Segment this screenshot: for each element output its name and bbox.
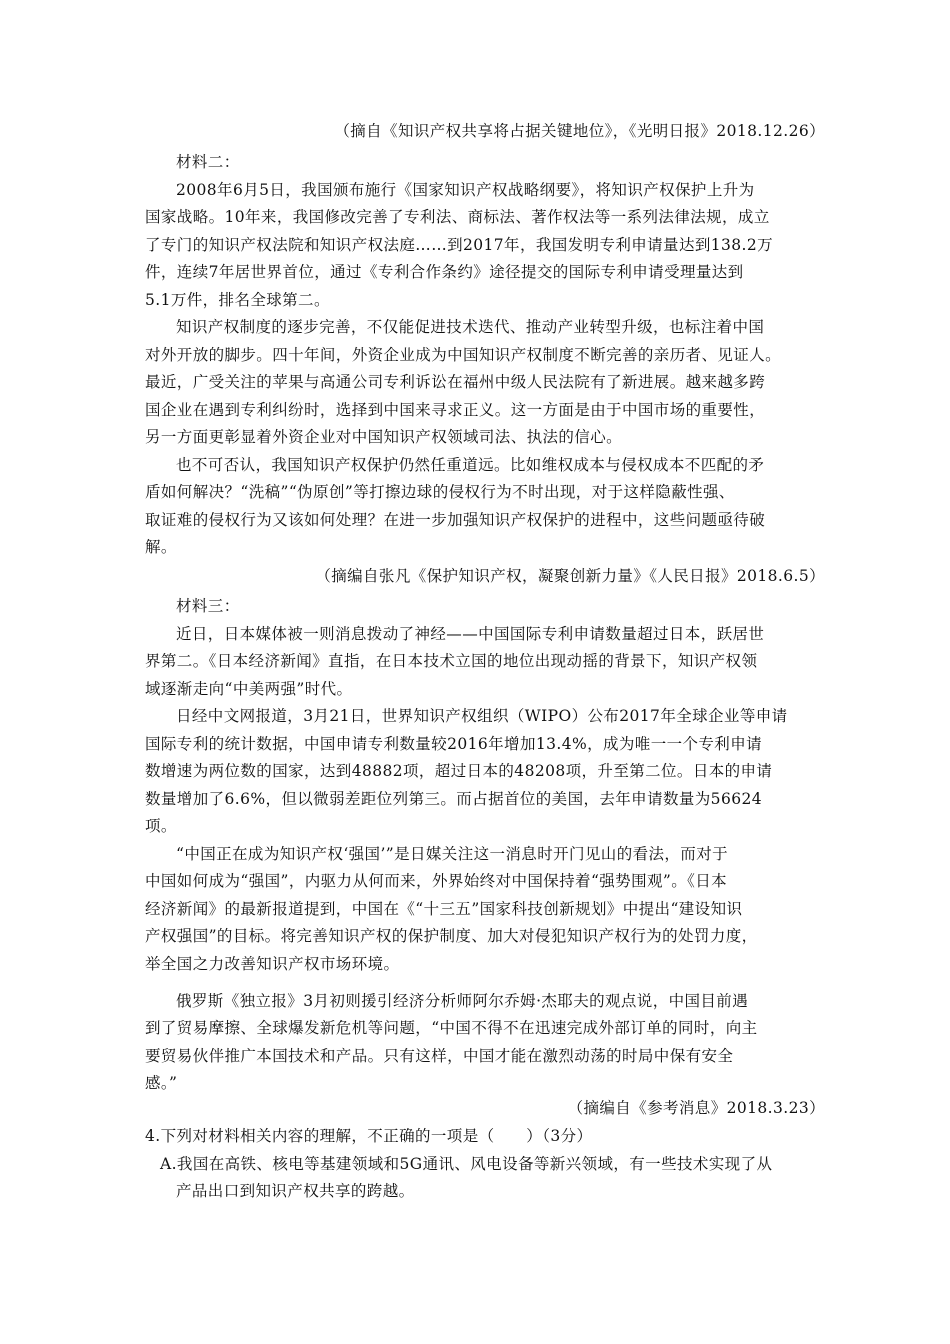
m3-p2-line-1: 日经中文网报道，3月21日，世界知识产权组织（WIPO）公布2017年全球企业等申请 bbox=[176, 707, 788, 725]
m2-p1-line-3: 了专门的知识产权法院和知识产权法庭……到2017年，我国发明专利申请量达到138.2万 bbox=[145, 236, 774, 254]
question-4-stem: 4.下列对材料相关内容的理解，不正确的一项是（ ）（3分） bbox=[145, 1127, 593, 1145]
m3-p1-line-2: 界第二。《日本经济新闻》直指，在日本技术立国的地位出现动摇的背景下，知识产权领 bbox=[145, 652, 758, 670]
m3-p1-line-3: 域逐渐走向“中美两强”时代。 bbox=[145, 680, 353, 698]
m2-p2-line-5: 另一方面更彰显着外资企业对中国知识产权领域司法、执法的信心。 bbox=[145, 428, 623, 446]
m2-p1-line-2: 国家战略。10年来，我国修改完善了专利法、商标法、著作权法等一系列法律法规，成立 bbox=[145, 208, 770, 226]
m3-p2-line-2: 国际专利的统计数据，中国申请专利数量较2016年增加13.4%，成为唯一一个专利申请 bbox=[145, 735, 762, 753]
question-4-option-a-line-1: A.我国在高铁、核电等基建领域和5G通讯、风电设备等新兴领域，有一些技术实现了从 bbox=[160, 1155, 773, 1173]
m2-p2-line-4: 国企业在遇到专利纠纷时，选择到中国来寻求正义。这一方面是由于中国市场的重要性， bbox=[145, 401, 766, 419]
m3-p4-line-3: 要贸易伙伴推广本国技术和产品。只有这样，中国才能在激烈动荡的时局中保有安全 bbox=[145, 1047, 734, 1065]
source-citation-3: （摘编自《参考消息》2018.3.23） bbox=[567, 1099, 825, 1117]
m3-p3-line-4: 产权强国”的目标。将完善知识产权的保护制度、加大对侵犯知识产权行为的处罚力度， bbox=[145, 927, 758, 945]
m2-p3-line-2: 盾如何解决？“洗稿”“伪原创”等打擦边球的侵权行为不时出现，对于这样隐蔽性强、 bbox=[145, 483, 735, 501]
m2-p3-line-4: 解。 bbox=[145, 538, 177, 556]
m2-p2-line-3: 最近，广受关注的苹果与高通公司专利诉讼在福州中级人民法院有了新进展。越来越多跨 bbox=[145, 373, 766, 391]
m3-p3-line-1: “中国正在成为知识产权‘强国’”是日媒关注这一消息时开门见山的看法，而对于 bbox=[176, 845, 729, 863]
m3-p2-line-3: 数增速为两位数的国家，达到48882项，超过日本的48208项，升至第二位。日本的申请 bbox=[145, 762, 773, 780]
m3-p3-line-2: 中国如何成为“强国”，内驱力从何而来，外界始终对中国保持着“强势围观”。《日本 bbox=[145, 872, 728, 890]
material-2-heading: 材料二： bbox=[176, 153, 240, 171]
m3-p4-line-1: 俄罗斯《独立报》3月初则援引经济分析师阿尔乔姆·杰耶夫的观点说，中国目前遇 bbox=[176, 992, 749, 1010]
m2-p1-line-4: 件，连续7年居世界首位，通过《专利合作条约》途径提交的国际专利申请受理量达到 bbox=[145, 263, 744, 281]
m3-p1-line-1: 近日，日本媒体被一则消息拨动了神经——中国国际专利申请数量超过日本，跃居世 bbox=[176, 625, 765, 643]
m2-p2-line-1: 知识产权制度的逐步完善，不仅能促进技术迭代、推动产业转型升级，也标注着中国 bbox=[176, 318, 765, 336]
m3-p4-line-2: 到了贸易摩擦、全球爆发新危机等问题，“中国不得不在迅速完成外部订单的同时，向主 bbox=[145, 1019, 758, 1037]
source-citation-2: （摘编自张凡《保护知识产权，凝聚创新力量》《人民日报》2018.6.5） bbox=[315, 567, 825, 585]
question-4-option-a-line-2: 产品出口到知识产权共享的跨越。 bbox=[176, 1182, 415, 1200]
m3-p2-line-4: 数量增加了6.6%，但以微弱差距位列第三。而占据首位的美国，去年申请数量为56624 bbox=[145, 790, 762, 808]
material-3-heading: 材料三： bbox=[176, 597, 240, 615]
m2-p3-line-1: 也不可否认，我国知识产权保护仍然任重道远。比如维权成本与侵权成本不匹配的矛 bbox=[176, 456, 765, 474]
m2-p3-line-3: 取证难的侵权行为又该如何处理？在进一步加强知识产权保护的进程中，这些问题亟待破 bbox=[145, 511, 766, 529]
m2-p1-line-5: 5.1万件，排名全球第二。 bbox=[145, 291, 330, 309]
m2-p2-line-2: 对外开放的脚步。四十年间，外资企业成为中国知识产权制度不断完善的亲历者、见证人。 bbox=[145, 346, 782, 364]
m3-p3-line-5: 举全国之力改善知识产权市场环境。 bbox=[145, 955, 400, 973]
source-citation-1: （摘自《知识产权共享将占据关键地位》，《光明日报》2018.12.26） bbox=[334, 122, 825, 140]
m3-p4-line-4: 感。” bbox=[145, 1074, 178, 1092]
m3-p2-line-5: 项。 bbox=[145, 817, 177, 835]
m2-p1-line-1: 2008年6月5日，我国颁布施行《国家知识产权战略纲要》，将知识产权保护上升为 bbox=[176, 181, 755, 199]
m3-p3-line-3: 经济新闻》的最新报道提到，中国在《“十三五”国家科技创新规划》中提出“建设知识 bbox=[145, 900, 743, 918]
